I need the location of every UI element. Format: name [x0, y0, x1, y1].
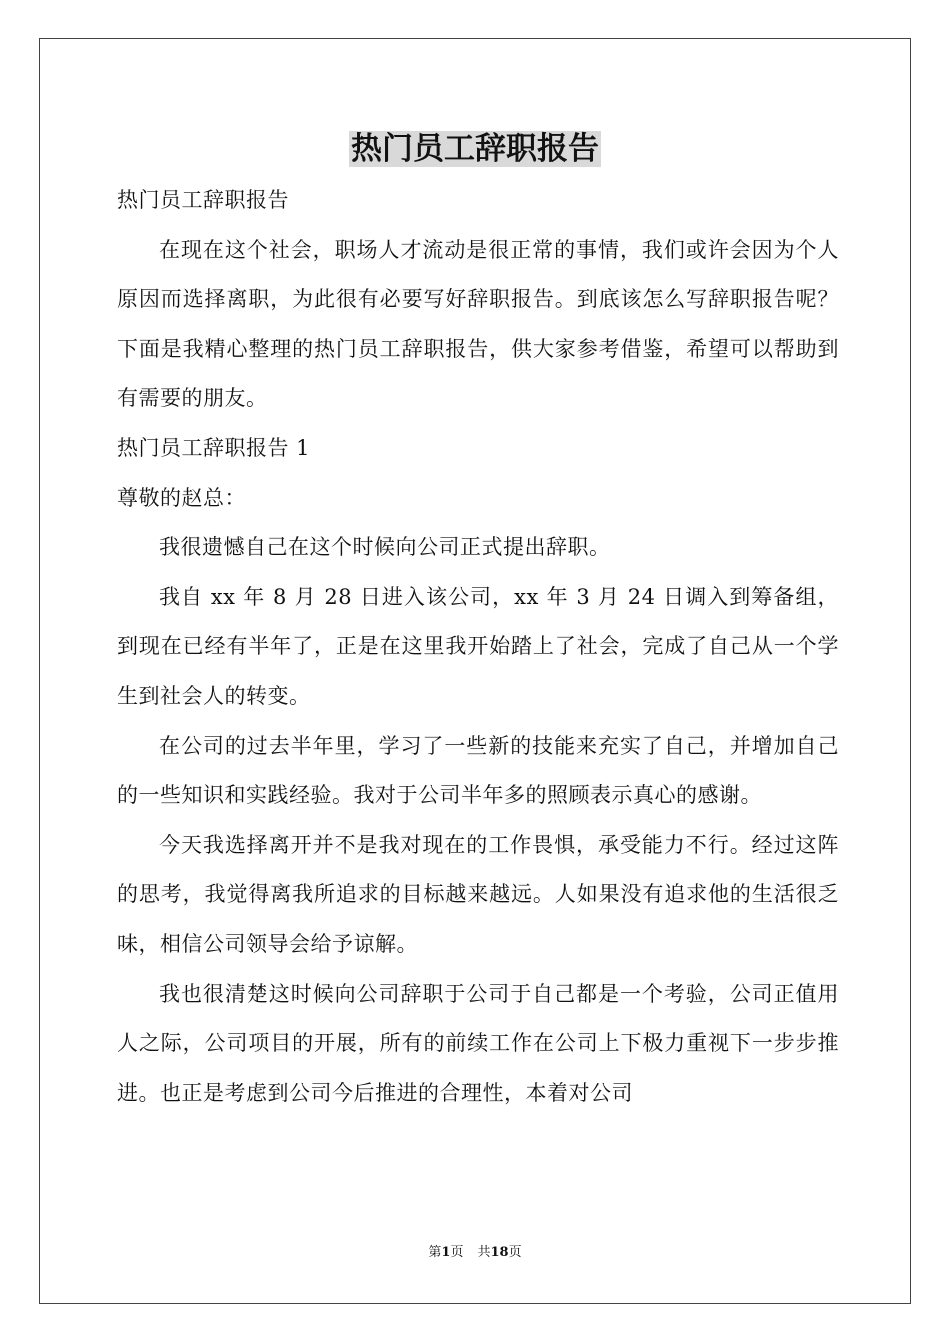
body-paragraph: 今天我选择离开并不是我对现在的工作畏惧，承受能力不行。经过这阵的思考，我觉得离我所追求的目标越来越远。人如果没有追求他的生活很乏味，相信公司领导会给予谅解。 [117, 832, 839, 956]
footer-total-suffix: 页 [508, 1245, 522, 1260]
body-paragraph: 尊敬的赵总： [117, 485, 246, 510]
body-paragraph: 我自 xx 年 8 月 28 日进入该公司，xx 年 3 月 24 日调入到筹备组，到现在已经有半年了，正是在这里我开始踏上了社会，完成了自己从一个学生到社会人的转变。 [117, 584, 839, 708]
body-paragraph: 在现在这个社会，职场人才流动是很正常的事情，我们或许会因为个人原因而选择离职，为此很有必要写好辞职报告。到底该怎么写辞职报告呢？下面是我精心整理的热门员工辞职报告，供大家参考借鉴，希望可以帮助到有需要的朋友。 [117, 237, 839, 411]
body-paragraph: 我也很清楚这时候向公司辞职于公司于自己都是一个考验，公司正值用人之际，公司项目的开展，所有的前续工作在公司上下极力重视下一步步推进。也正是考虑到公司今后推进的合理性，本着对公司 [117, 981, 839, 1105]
footer-page-prefix: 第 [428, 1245, 442, 1260]
document-title-text: 热门员工辞职报告 [351, 131, 599, 167]
body-paragraph: 热门员工辞职报告 1 [117, 435, 311, 460]
footer-page-suffix: 页 [450, 1245, 464, 1260]
footer-page-current: 1 [441, 1245, 451, 1260]
body-paragraph: 热门员工辞职报告 [117, 188, 289, 212]
document-body [117, 176, 839, 1118]
document-title [0, 128, 950, 170]
footer-page-total: 18 [490, 1245, 509, 1260]
page-footer [0, 1244, 950, 1262]
body-paragraph: 在公司的过去半年里，学习了一些新的技能来充实了自己，并增加自己的一些知识和实践经验。我对于公司半年多的照顾表示真心的感谢。 [117, 733, 839, 808]
footer-total-prefix: 共 [477, 1245, 491, 1260]
body-paragraph: 我很遗憾自己在这个时候向公司正式提出辞职。 [159, 535, 611, 560]
